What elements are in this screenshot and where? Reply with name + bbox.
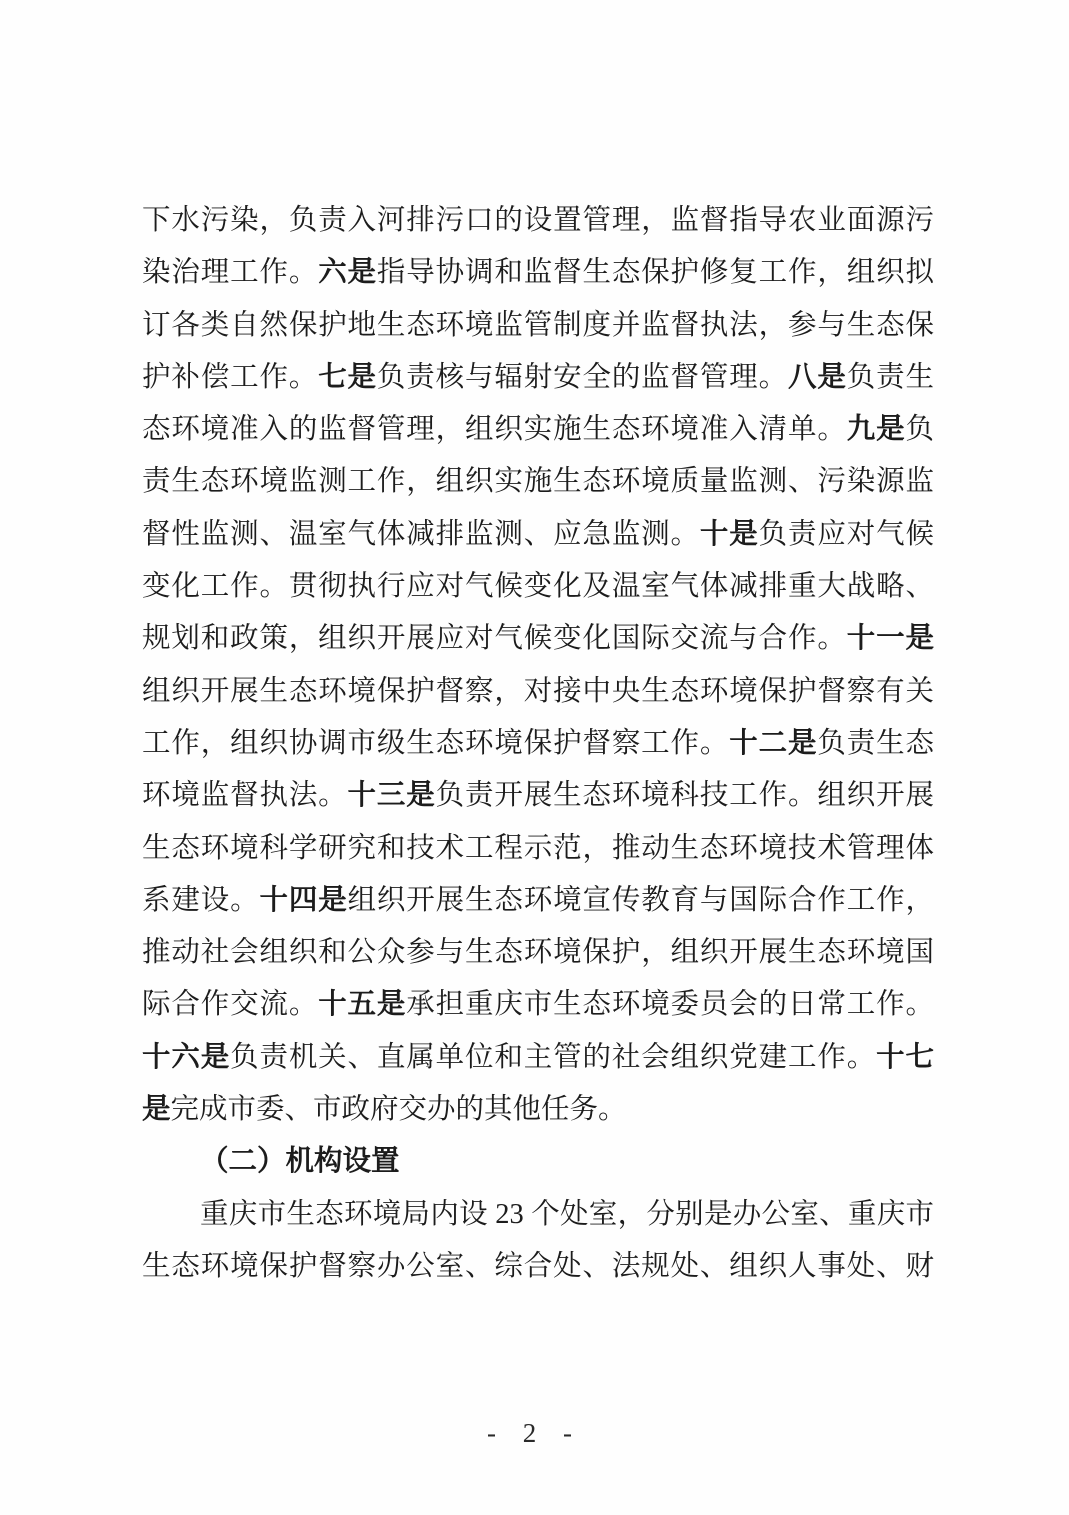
text-segment: 负责生态 (817, 727, 934, 759)
text-segment: 染治理工作。 (142, 257, 319, 289)
text-line (142, 247, 934, 299)
text-segment: 重庆市生态环境局内设 23 个处室，分别是办公室、重庆市 (200, 1198, 934, 1230)
text-line (142, 300, 934, 352)
text-line (142, 509, 934, 561)
bold-emphasis: （二）机构设置 (200, 1146, 400, 1178)
bold-emphasis: 十四是 (259, 884, 348, 916)
bold-emphasis: 是 (142, 1094, 171, 1126)
bold-emphasis: 六是 (318, 257, 377, 289)
text-line (142, 456, 934, 508)
text-segment: 负 (905, 414, 934, 446)
text-line (142, 823, 934, 875)
text-segment: 指导协调和监督生态保护修复工作，组织拟 (376, 257, 934, 289)
text-segment: 完成市委、市政府交办的其他任务。 (170, 1094, 627, 1126)
text-segment: 负责生 (846, 361, 934, 393)
text-segment: 组织开展生态环境保护督察，对接中央生态环境保护督察有关 (142, 675, 934, 707)
text-segment: 环境监督执法。 (142, 780, 348, 812)
bold-emphasis: 十七 (876, 1041, 934, 1073)
text-segment: 负责应对气候 (758, 518, 934, 550)
bold-emphasis: 十一是 (846, 623, 934, 655)
bold-emphasis: 十是 (699, 518, 759, 550)
text-line (142, 1084, 934, 1136)
text-segment: 订各类自然保护地生态环境监管制度并监督执法，参与生态保 (142, 309, 934, 341)
text-line (142, 613, 934, 665)
text-line (142, 1189, 934, 1241)
text-line (142, 352, 934, 404)
text-segment: 生态环境保护督察办公室、综合处、法规处、组织人事处、财 (142, 1250, 934, 1282)
text-line (142, 875, 934, 927)
text-segment: 工作，组织协调市级生态环境保护督察工作。 (142, 727, 730, 759)
text-segment: 护补偿工作。 (142, 361, 319, 393)
text-segment: 责生态环境监测工作，组织实施生态环境质量监测、污染源监 (142, 466, 934, 498)
text-segment: 际合作交流。 (142, 989, 319, 1021)
text-segment: 系建设。 (142, 884, 260, 916)
text-segment: 态环境准入的监督管理，组织实施生态环境准入清单。 (142, 414, 847, 446)
text-segment: 组织开展生态环境宣传教育与国际合作工作， (347, 884, 934, 916)
text-segment: 负责开展生态环境科技工作。组织开展 (435, 780, 934, 812)
text-line (142, 1032, 934, 1084)
text-segment: 推动社会组织和公众参与生态环境保护，组织开展生态环境国 (142, 937, 934, 969)
bold-emphasis: 十三是 (347, 780, 436, 812)
text-line (142, 404, 934, 456)
text-segment: 负责机关、直属单位和主管的社会组织党建工作。 (230, 1041, 877, 1073)
text-line (142, 195, 934, 247)
section-heading (142, 1136, 934, 1188)
document-body (142, 195, 934, 1293)
text-line (142, 927, 934, 979)
text-segment: 规划和政策，组织开展应对气候变化国际交流与合作。 (142, 623, 847, 655)
text-segment: 督性监测、温室气体减排监测、应急监测。 (142, 518, 700, 550)
bold-emphasis: 八是 (788, 361, 847, 393)
bold-emphasis: 九是 (846, 414, 906, 446)
text-line (142, 561, 934, 613)
bold-emphasis: 十五是 (318, 989, 407, 1021)
text-segment: 变化工作。贯彻执行应对气候变化及温室气体减排重大战略、 (142, 571, 934, 603)
bold-emphasis: 十六是 (142, 1041, 231, 1073)
page-number: - 2 - (487, 1418, 582, 1448)
text-line (142, 770, 934, 822)
text-line (142, 1241, 934, 1293)
bold-emphasis: 十二是 (729, 727, 818, 759)
text-segment: 生态环境科学研究和技术工程示范，推动生态环境技术管理体 (142, 832, 934, 864)
text-segment: 负责核与辐射安全的监督管理。 (376, 361, 788, 393)
text-line (142, 718, 934, 770)
text-segment: 承担重庆市生态环境委员会的日常工作。 (406, 989, 934, 1021)
text-line (142, 666, 934, 718)
bold-emphasis: 七是 (318, 361, 377, 393)
text-line (142, 979, 934, 1031)
text-segment: 下水污染，负责入河排污口的设置管理，监督指导农业面源污 (142, 205, 934, 236)
